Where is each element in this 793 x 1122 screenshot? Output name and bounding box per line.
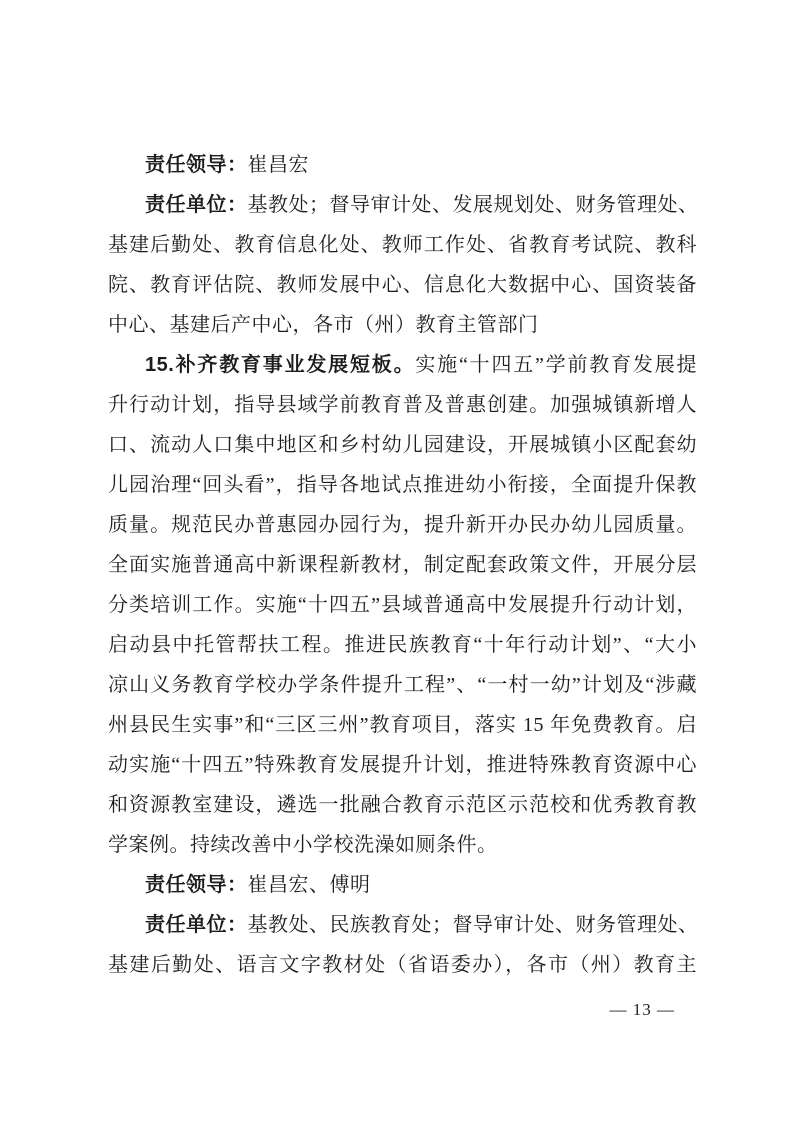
text-line-content: 学案例。持续改善中小学校洗澡如厕条件。 bbox=[108, 834, 498, 856]
item-15-text: 实施“十四五”学前教育发展提 bbox=[415, 354, 697, 376]
text-line-content: 中心、基建后产中心，各市（州）教育主管部门 bbox=[108, 314, 539, 336]
responsible-units-label: 责任单位： bbox=[145, 194, 248, 216]
text-line bbox=[108, 545, 697, 585]
responsible-units-value: 基教处；督导审计处、发展规划处、财务管理处、 bbox=[247, 194, 699, 216]
text-line-content: 和资源教室建设，遴选一批融合教育示范区示范校和优秀教育教 bbox=[108, 794, 697, 816]
text-line bbox=[108, 945, 697, 985]
responsible-leader-value: 崔昌宏 bbox=[247, 154, 309, 176]
responsible-leader-line bbox=[108, 865, 697, 905]
text-line-content: 动实施“十四五”特殊教育发展提升计划，推进特殊教育资源中心 bbox=[108, 754, 697, 776]
text-line-content: 凉山义务教育学校办学条件提升工程”、“一村一幼”计划及“涉藏 bbox=[108, 674, 697, 696]
text-line-content: 启动县中托管帮扶工程。推进民族教育“十年行动计划”、“大小 bbox=[108, 634, 697, 656]
responsible-leader-label: 责任领导： bbox=[145, 154, 248, 176]
responsible-leader-line bbox=[108, 145, 697, 185]
text-line bbox=[108, 745, 697, 785]
text-line-content: 质量。规范民办普惠园办园行为，提升新开办民办幼儿园质量。 bbox=[108, 514, 697, 536]
text-line-content: 院、教育评估院、教师发展中心、信息化大数据中心、国资装备 bbox=[108, 274, 697, 296]
text-line bbox=[108, 465, 697, 505]
text-line-content: 儿园治理“回头看”，指导各地试点推进幼小衔接，全面提升保教 bbox=[108, 474, 697, 496]
text-line bbox=[108, 785, 697, 825]
responsible-units-label: 责任单位： bbox=[145, 914, 248, 936]
text-line bbox=[108, 265, 697, 305]
responsible-leader-value: 崔昌宏、傅明 bbox=[247, 874, 371, 896]
responsible-units-value: 基教处、民族教育处；督导审计处、财务管理处、 bbox=[247, 914, 699, 936]
page-number: — 13 — bbox=[609, 1000, 675, 1019]
text-line bbox=[108, 505, 697, 545]
item-15-line bbox=[108, 345, 697, 385]
text-line bbox=[108, 425, 697, 465]
text-line-content: 基建后勤处、语言文字教材处（省语委办），各市（州）教育主 bbox=[108, 954, 697, 976]
text-line bbox=[108, 705, 697, 745]
text-line-content: 全面实施普通高中新课程新教材，制定配套政策文件，开展分层 bbox=[108, 554, 697, 576]
document-body bbox=[108, 145, 697, 985]
responsible-units-line bbox=[108, 185, 697, 225]
item-15-heading: 15.补齐教育事业发展短板。 bbox=[145, 354, 416, 376]
text-line bbox=[108, 385, 697, 425]
text-line-content: 分类培训工作。实施“十四五”县域普通高中发展提升行动计划， bbox=[108, 594, 697, 616]
text-line bbox=[108, 625, 697, 665]
text-line-content: 升行动计划，指导县域学前教育普及普惠创建。加强城镇新增人 bbox=[108, 394, 697, 416]
text-line bbox=[108, 225, 697, 265]
text-line bbox=[108, 585, 697, 625]
text-line bbox=[108, 825, 697, 865]
responsible-leader-label: 责任领导： bbox=[145, 874, 248, 896]
text-line-content: 口、流动人口集中地区和乡村幼儿园建设，开展城镇小区配套幼 bbox=[108, 434, 697, 456]
text-line bbox=[108, 665, 697, 705]
responsible-units-line bbox=[108, 905, 697, 945]
text-line-content: 基建后勤处、教育信息化处、教师工作处、省教育考试院、教科 bbox=[108, 234, 697, 256]
text-line-content: 州县民生实事”和“三区三州”教育项目，落实 15 年免费教育。启 bbox=[108, 714, 697, 736]
text-line bbox=[108, 305, 697, 345]
